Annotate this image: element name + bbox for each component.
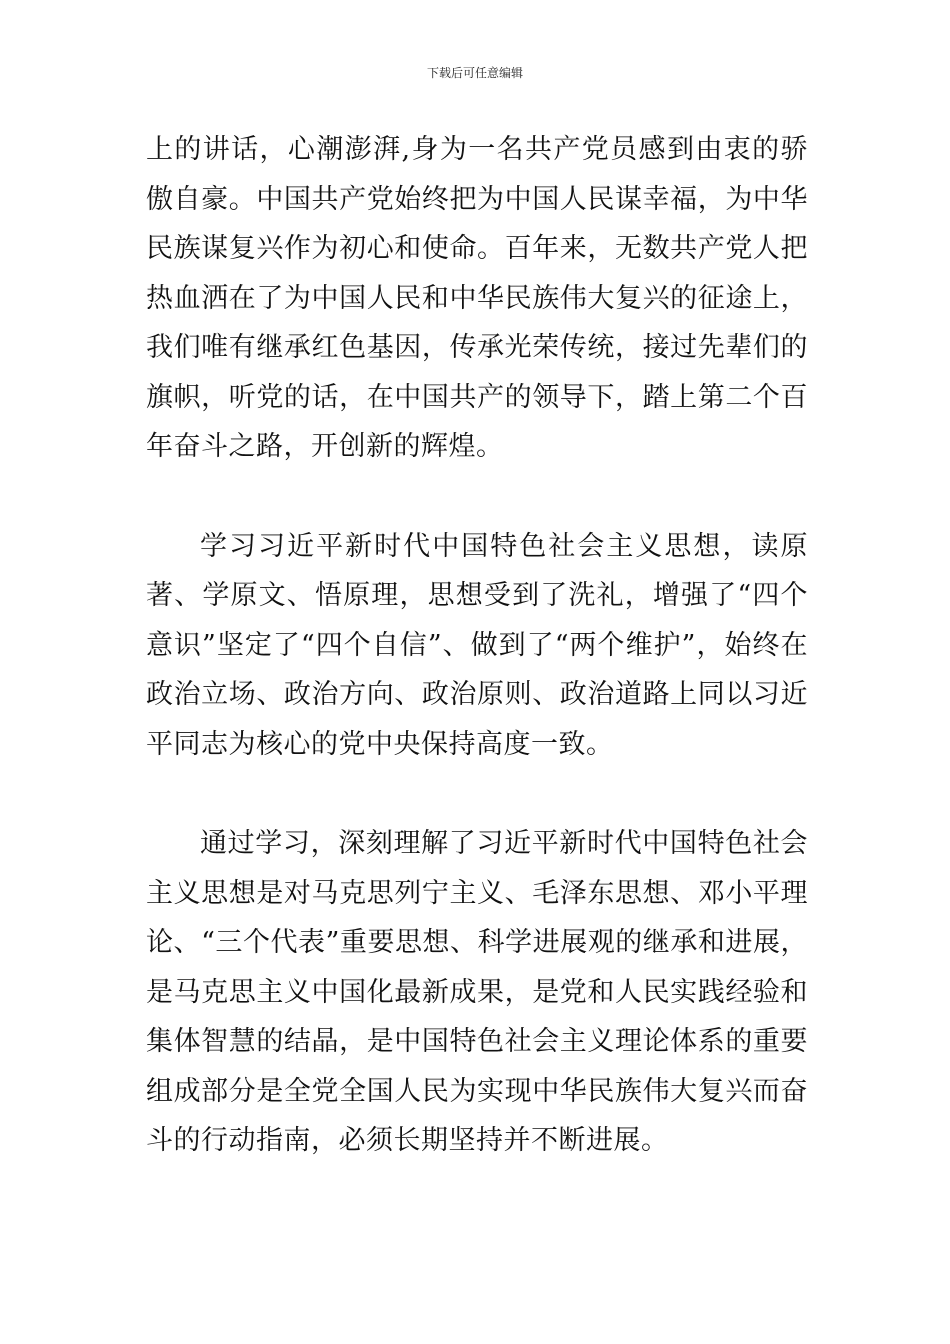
- paragraph-gap: [146, 472, 808, 522]
- page-header: 下载后可任意编辑: [426, 66, 523, 80]
- paragraph-gap: [146, 769, 808, 819]
- paragraph-3: 通过学习，深刻理解了习近平新时代中国特色社会主义思想是对马克思列宁主义、毛泽东思想、邓小平理论、“三个代表”重要思想、科学进展观的继承和进展，是马克思主义中国化最新成果，是党和人民实践经验和集体智慧的结晶，是中国特色社会主义理论体系的重要组成部分是全党全国人民为实现中华民族伟大复兴而奋斗的行动指南，必须长期坚持并不断进展。: [146, 828, 808, 1156]
- document-body: [146, 125, 808, 1166]
- paragraph-2: 学习习近平新时代中国特色社会主义思想，读原著、学原文、悟原理，思想受到了洗礼，增强了“四个意识”坚定了“四个自信”、做到了“两个维护”，始终在政治立场、政治方向、政治原则、政治道路上同以习近平同志为核心的党中央保持高度一致。: [146, 530, 808, 760]
- paragraph-1: 上的讲话，心潮澎湃,身为一名共产党员感到由衷的骄傲自豪。中国共产党始终把为中国人民谋幸福，为中华民族谋复兴作为初心和使命。百年来，无数共产党人把热血洒在了为中国人民和中华民族伟大复兴的征途上，我们唯有继承红色基因，传承光荣传统，接过先辈们的旗帜，听党的话，在中国共产的领导下，踏上第二个百年奋斗之路，开创新的辉煌。: [146, 134, 808, 462]
